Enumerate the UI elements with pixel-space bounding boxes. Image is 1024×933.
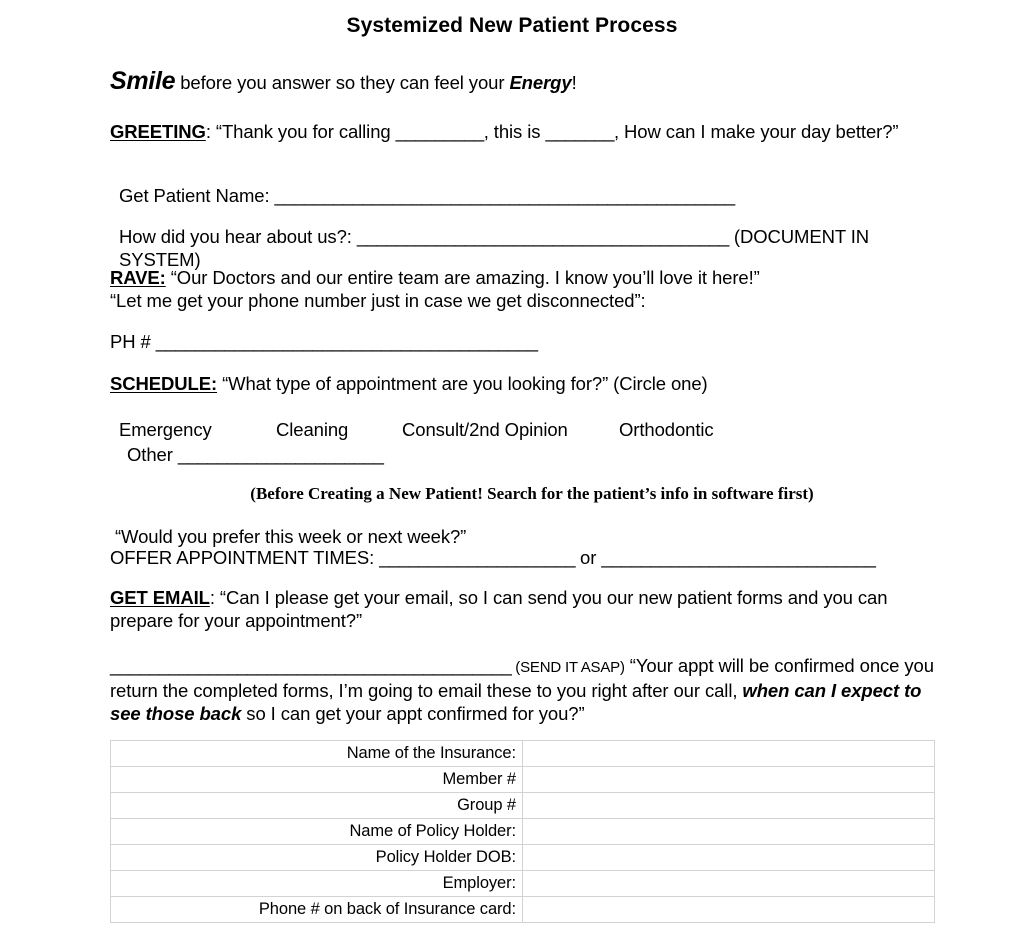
insurance-field-value[interactable] bbox=[523, 819, 935, 845]
schedule-label: SCHEDULE: bbox=[110, 373, 218, 394]
document-in-system-note: (DOCUMENT IN SYSTEM) bbox=[119, 226, 870, 270]
get-patient-name-label: Get Patient Name: bbox=[119, 185, 275, 206]
insurance-field-value[interactable] bbox=[523, 871, 935, 897]
appointment-type-options bbox=[119, 417, 949, 467]
insurance-field-label: Member # bbox=[111, 767, 523, 793]
rave-line-1: “Our Doctors and our entire team are amazing. I know you’ll love it here!” bbox=[165, 267, 760, 288]
insurance-field-label: Employer: bbox=[111, 871, 523, 897]
offer-appointment-times-row bbox=[110, 546, 875, 569]
how-did-you-hear-label: How did you hear about us?: bbox=[119, 226, 357, 247]
insurance-field-label: Name of Policy Holder: bbox=[111, 819, 523, 845]
get-email-section bbox=[110, 586, 925, 632]
rave-label: RAVE: bbox=[110, 267, 166, 288]
option-other-row bbox=[119, 442, 949, 467]
insurance-field-value[interactable] bbox=[523, 897, 935, 923]
offer-time-field-2[interactable]: ____________________________ bbox=[601, 547, 876, 568]
send-it-asap-note: (SEND IT ASAP) bbox=[511, 659, 625, 676]
offer-appointment-times-label: OFFER APPOINTMENT TIMES: bbox=[110, 547, 380, 568]
insurance-field-label: Group # bbox=[111, 793, 523, 819]
greeting-blank-company[interactable]: _________ bbox=[395, 121, 484, 142]
tagline-emphasis: Energy bbox=[509, 72, 572, 93]
get-email-label: GET EMAIL bbox=[110, 587, 210, 608]
greeting-text-after: , How can I make your day better?” bbox=[613, 121, 899, 142]
tagline-lead: Smile bbox=[110, 67, 176, 95]
table-row bbox=[111, 793, 935, 819]
phone-number-row bbox=[110, 330, 538, 353]
option-emergency[interactable]: Emergency bbox=[119, 419, 212, 440]
table-row bbox=[111, 845, 935, 871]
greeting-blank-name[interactable]: _______ bbox=[545, 121, 614, 142]
insurance-field-value[interactable] bbox=[523, 767, 935, 793]
tagline-middle: before you answer so they can feel your bbox=[175, 72, 510, 93]
phone-number-field[interactable]: _______________________________________ bbox=[155, 331, 538, 352]
phone-number-label: PH # bbox=[110, 331, 156, 352]
greeting-label: GREETING bbox=[110, 121, 206, 142]
table-row bbox=[111, 767, 935, 793]
schedule-section bbox=[110, 372, 940, 395]
greeting-text-middle: , this is bbox=[483, 121, 546, 142]
how-did-you-hear-field[interactable]: ______________________________________ bbox=[356, 226, 729, 247]
get-patient-name-field[interactable]: _______________________________________________ bbox=[274, 185, 735, 206]
table-row bbox=[111, 871, 935, 897]
insurance-field-value[interactable] bbox=[523, 741, 935, 767]
greeting-text-before: : “Thank you for calling bbox=[205, 121, 396, 142]
insurance-field-label: Name of the Insurance: bbox=[111, 741, 523, 767]
table-row bbox=[111, 741, 935, 767]
email-answer-section bbox=[110, 654, 940, 725]
insurance-field-value[interactable] bbox=[523, 845, 935, 871]
option-consult-2nd-opinion[interactable]: Consult/2nd Opinion bbox=[402, 419, 568, 440]
insurance-info-table bbox=[110, 740, 935, 923]
offer-time-field-1[interactable]: ____________________ bbox=[379, 547, 575, 568]
rave-section bbox=[110, 266, 940, 312]
appointment-type-option-row bbox=[119, 417, 949, 442]
rave-line-2: “Let me get your phone number just in case we get disconnected”: bbox=[110, 290, 646, 311]
option-other-field[interactable]: _____________________ bbox=[177, 444, 384, 465]
schedule-prompt: “What type of appointment are you looking for?” (Circle one) bbox=[217, 373, 708, 394]
page-title: Systemized New Patient Process bbox=[346, 14, 678, 37]
tagline-tail: ! bbox=[571, 72, 577, 93]
table-row bbox=[111, 897, 935, 923]
offer-question: “Would you prefer this week or next week?” bbox=[115, 526, 467, 547]
insurance-field-label: Policy Holder DOB: bbox=[111, 845, 523, 871]
how-did-you-hear-row bbox=[119, 225, 949, 271]
option-cleaning[interactable]: Cleaning bbox=[276, 419, 349, 440]
get-email-text: : “Can I please get your email, so I can send you our new patient forms and you can prepare for your appointment?” bbox=[110, 587, 888, 631]
option-orthodontic[interactable]: Orthodontic bbox=[619, 419, 714, 440]
tagline bbox=[110, 67, 940, 95]
insurance-field-label: Phone # on back of Insurance card: bbox=[111, 897, 523, 923]
insurance-table-body bbox=[111, 741, 935, 923]
greeting-section bbox=[110, 120, 920, 143]
insurance-field-value[interactable] bbox=[523, 793, 935, 819]
offer-separator: or bbox=[575, 547, 602, 568]
get-patient-name-row bbox=[119, 184, 949, 207]
email-address-field[interactable]: _________________________________________ bbox=[110, 655, 512, 676]
email-answer-text-after: so I can get your appt confirmed for you?” bbox=[241, 703, 585, 724]
email-answer-text-before: “Your appt will be confirmed once you return the completed forms, I’m going to email these to you right after our call, bbox=[110, 655, 934, 701]
table-row bbox=[111, 819, 935, 845]
before-creating-note: (Before Creating a New Patient! Search for the patient’s info in software first) bbox=[250, 484, 814, 503]
option-other-label: Other bbox=[127, 444, 178, 465]
email-answer-emphasis: when can I expect to see those back bbox=[110, 680, 922, 724]
